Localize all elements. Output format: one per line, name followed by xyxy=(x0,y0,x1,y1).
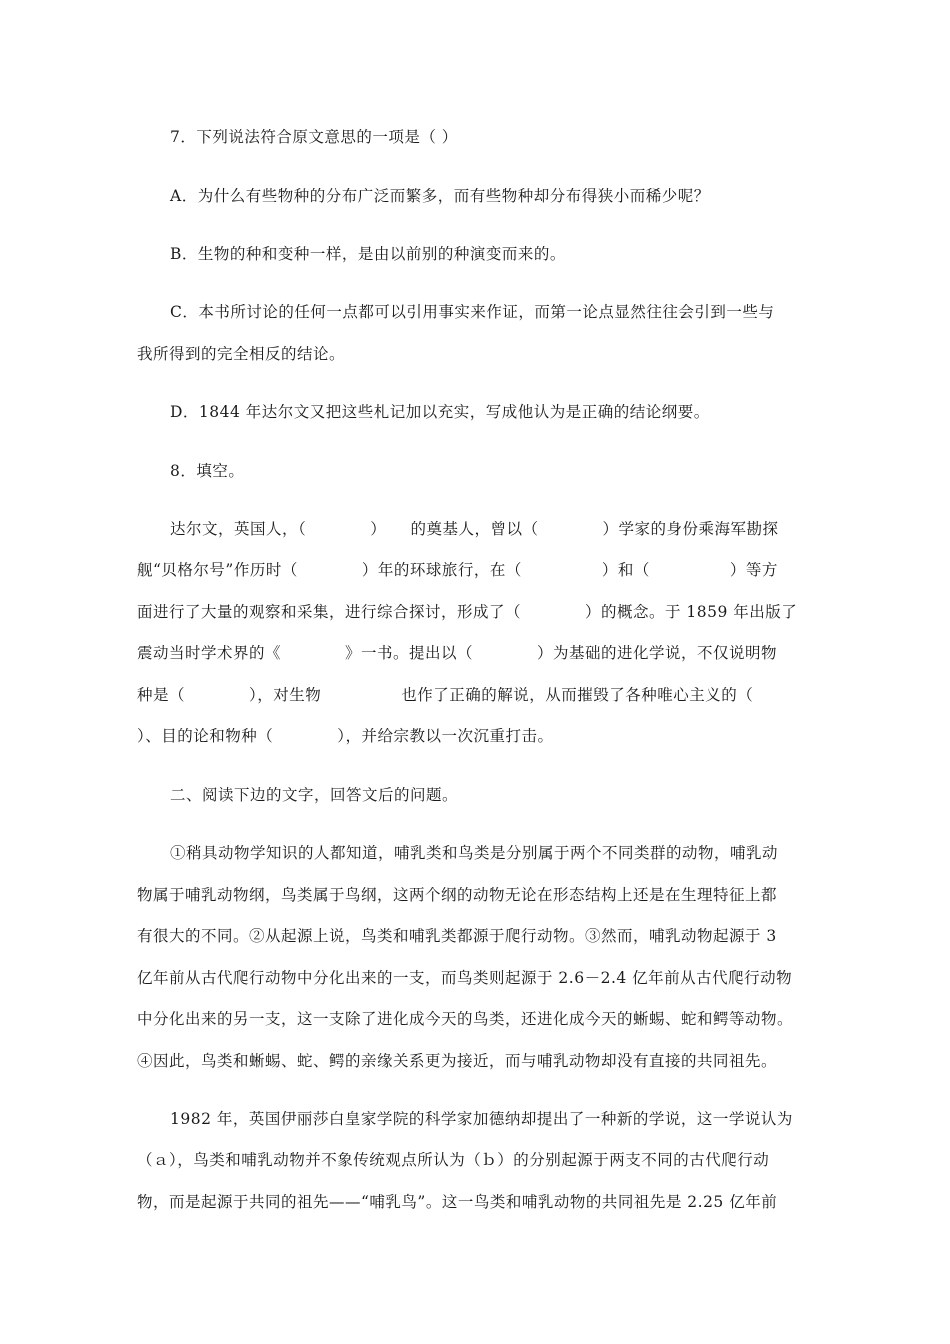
q8-line: 种是（ ），对生物 也作了正确的解说，从而摧毁了各种唯心主义的（ xyxy=(137,686,754,704)
para1-line: 有很大的不同。②从起源上说，鸟类和哺乳类都源于爬行动物。③然而，哺乳动物起源于 3 xyxy=(137,927,777,945)
q7-option-c-line2: 我所得到的完全相反的结论。 xyxy=(137,345,346,363)
q7-question: 7．下列说法符合原文意思的一项是（ ） xyxy=(170,128,458,146)
para2-line: 物，而是起源于共同的祖先——“哺乳鸟”。这一鸟类和哺乳动物的共同祖先是 2.25 亿年前 xyxy=(137,1193,778,1211)
para1-line: 物属于哺乳动物纲，鸟类属于鸟纲，这两个纲的动物无论在形态结构上还是在生理特征上都 xyxy=(137,886,778,904)
q7-option-d: D．1844 年达尔文又把这些札记加以充实，写成他认为是正确的结论纲要。 xyxy=(170,403,710,421)
para1-line: ④因此，鸟类和蜥蜴、蛇、鳄的亲缘关系更为接近，而与哺乳动物却没有直接的共同祖先。 xyxy=(137,1052,778,1070)
para1-line: 亿年前从古代爬行动物中分化出来的一支，而鸟类则起源于 2.6－2.4 亿年前从古代爬行动物 xyxy=(137,969,793,987)
q8-line: 震动当时学术界的《 》一书。提出以（ ）为基础的进化学说，不仅说明物 xyxy=(137,644,778,662)
q8-title: 8．填空。 xyxy=(170,462,245,480)
q7-option-a: A．为什么有些物种的分布广泛而繁多，而有些物种却分布得狭小而稀少呢？ xyxy=(170,187,710,205)
para1-line: ①稍具动物学知识的人都知道，哺乳类和鸟类是分别属于两个不同类群的动物，哺乳动 xyxy=(170,844,779,862)
section2-heading: 二、阅读下边的文字，回答文后的问题。 xyxy=(170,786,459,804)
q7-option-b: B．生物的种和变种一样，是由以前别的种演变而来的。 xyxy=(170,245,566,263)
q8-line: 面进行了大量的观察和采集，进行综合探讨，形成了（ ）的概念。于 1859 年出版了 xyxy=(137,603,798,621)
q8-line: 舰“贝格尔号”作历时（ ）年的环球旅行，在（ ）和（ ）等方 xyxy=(137,561,778,579)
para2-line: （ａ），鸟类和哺乳动物并不象传统观点所认为（ｂ）的分别起源于两支不同的古代爬行动 xyxy=(137,1151,770,1169)
para2-line: 1982 年，英国伊丽莎白皇家学院的科学家加德纳却提出了一种新的学说，这一学说认为 xyxy=(170,1110,793,1128)
para1-line: 中分化出来的另一支，这一支除了进化成今天的鸟类，还进化成今天的蜥蜴、蛇和鳄等动物。 xyxy=(137,1010,794,1028)
q8-line: ）、目的论和物种（ ），并给宗教以一次沉重打击。 xyxy=(137,727,554,745)
q8-line: 达尔文，英国人，（ ） 的奠基人，曾以（ ）学家的身份乘海军勘探 xyxy=(170,520,779,538)
q7-option-c-line1: C．本书所讨论的任何一点都可以引用事实来作证，而第一论点显然往往会引到一些与 xyxy=(170,303,775,321)
